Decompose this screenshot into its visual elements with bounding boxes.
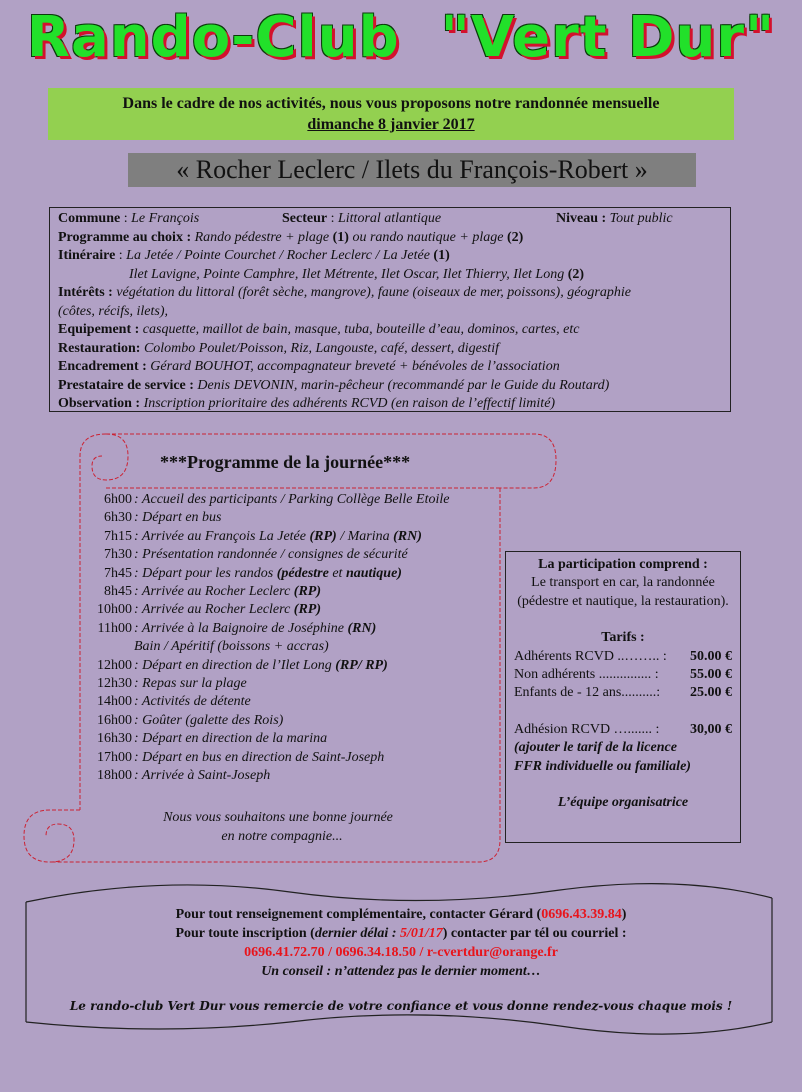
page-title: Rando-Club "Vert Dur" <box>26 5 776 70</box>
prestataire-value: Denis DEVONIN, marin-pêcheur (recommandé par le Guide du Routard) <box>197 377 610 393</box>
schedule-activity: : Départ pour les randos (pédestre et nautique) <box>134 565 402 581</box>
schedule-time: 14h00 <box>97 694 132 710</box>
phone-gerard[interactable]: 0696.43.39.84 <box>541 907 622 922</box>
schedule-activity: Bain / Apéritif (boissons + accras) <box>134 639 329 655</box>
schedule-time: 12h00 <box>97 657 132 673</box>
price-row: Non adhérents ............... : 55.00 € <box>514 667 732 683</box>
programme-marker-2: (2) <box>506 229 524 245</box>
observation-label: Observation : <box>58 396 141 411</box>
programme-value-1: Rando pédestre + plage <box>194 229 330 245</box>
programme-marker-1: (1) <box>332 229 349 245</box>
encadrement-label: Encadrement : <box>58 359 147 374</box>
itineraire-marker-1: (1) <box>433 248 450 263</box>
thanks-line: Le rando-club Vert Dur vous remercie de votre confiance et vous donne rendez-vous chaque mois ! <box>69 999 733 1013</box>
deadline-date: 5/01/17 <box>399 926 443 941</box>
intro-text: Dans le cadre de nos activités, nous vous proposons notre randonnée mensuelle <box>122 95 660 112</box>
closing-line-2: en notre compagnie... <box>221 829 343 844</box>
contact-line-2: Pour toute inscription (dernier délai : 5/01/17) contacter par tél ou courriel : <box>175 926 627 941</box>
schedule-activity: : Activités de détente <box>134 694 251 710</box>
info-row-itineraire: Itinéraire : La Jetée / Pointe Courchet / Rocher Leclerc / La Jetée (1) <box>58 248 450 263</box>
itineraire-label: Itinéraire <box>58 248 116 263</box>
schedule-activity: : Arrivée au François La Jetée (RP) / Marina (RN) <box>134 528 422 544</box>
interets-value-1: végétation du littoral (forêt sèche, mangrove), faune (oiseaux de mer, poissons), géographie <box>116 285 631 300</box>
encadrement-value: Gérard BOUHOT, accompagnateur breveté + bénévoles de l’association <box>150 359 560 374</box>
tarifs-label: Tarifs : <box>601 630 645 646</box>
closing-line-1: Nous vous souhaitons une bonne journée <box>163 810 393 825</box>
adhesion-row: Adhésion RCVD …....... : 30,00 € <box>514 721 732 737</box>
schedule-time: 6h00 <box>104 492 132 507</box>
schedule-activity: : Départ en bus en direction de Saint-Joseph <box>134 749 385 765</box>
schedule-time: 7h15 <box>104 528 132 544</box>
participation-desc: Le transport en car, la randonnée (pédestre et nautique, la restauration). <box>517 575 729 609</box>
commune-label: Commune <box>58 211 121 226</box>
contact-line-1: Pour tout renseignement complémentaire, contacter Gérard (0696.43.39.84) <box>175 907 627 922</box>
restauration-value: Colombo Poulet/Poisson, Riz, Langouste, café, dessert, digestif <box>143 340 499 356</box>
schedule-activity: : Départ en direction de l’Ilet Long (RP/ RP) <box>134 657 388 673</box>
email-link[interactable]: r-cvertdur@orange.fr <box>426 945 558 960</box>
secteur-value: Littoral atlantique <box>337 211 442 226</box>
schedule-time: 7h45 <box>104 565 132 581</box>
restauration-label: Restauration: <box>58 340 141 356</box>
prestataire-label: Prestataire de service : <box>58 377 194 393</box>
schedule-activity: : Goûter (galette des Rois) <box>134 712 284 728</box>
price-row: Enfants de - 12 ans..........: 25.00 € <box>514 685 732 701</box>
phone-3[interactable]: 0696.34.18.50 <box>335 945 416 960</box>
schedule-activity: : Arrivée au Rocher Leclerc (RP) <box>134 584 322 600</box>
interets-value-2: (côtes, récifs, ilets), <box>58 303 169 319</box>
programme-label: Programme au choix : <box>58 229 192 245</box>
schedule-time: 10h00 <box>97 602 132 618</box>
equipement-value: casquette, maillot de bain, masque, tuba, bouteille d’eau, dominos, cartes, etc <box>142 322 580 337</box>
contact-block <box>28 905 774 981</box>
price-row: Adhérents RCVD ..…….. : 50.00 € <box>514 648 732 664</box>
equipement-label: Equipement : <box>58 322 140 337</box>
advice-line: Un conseil : n’attendez pas le dernier moment… <box>261 964 541 979</box>
signature: L’équipe organisatrice <box>557 795 689 811</box>
schedule-activity: : Arrivée à Saint-Joseph <box>134 768 271 784</box>
programme-ou: ou rando nautique + plage <box>352 229 504 245</box>
schedule-time: 12h30 <box>97 676 132 692</box>
schedule-time: 6h30 <box>104 510 132 526</box>
schedule-activity: : Départ en bus <box>134 510 222 526</box>
schedule-activity: : Départ en direction de la marina <box>134 731 328 747</box>
schedule-time: 16h30 <box>97 731 132 747</box>
schedule-time: 8h45 <box>104 584 132 600</box>
info-row-commune: Commune : Le François Secteur : Littoral atlantique Niveau : Tout public <box>58 211 673 226</box>
observation-value: Inscription prioritaire des adhérents RCVD (en raison de l’effectif limité) <box>143 396 556 411</box>
itineraire-value-1: La Jetée / Pointe Courchet / Rocher Leclerc / La Jetée <box>126 248 430 263</box>
schedule-time: 17h00 <box>97 749 132 765</box>
schedule-time: 16h00 <box>97 712 132 728</box>
programme-title: ***Programme de la journée*** <box>160 452 411 472</box>
schedule-activity: : Repas sur la plage <box>134 676 247 692</box>
itineraire-value-2: Ilet Lavigne, Pointe Camphre, Ilet Métrente, Ilet Oscar, Ilet Thierry, Ilet Long <box>129 266 565 282</box>
itineraire-marker-2: (2) <box>567 266 585 282</box>
schedule-activity: : Arrivée à la Baignoire de Joséphine (RN) <box>134 620 377 636</box>
licence-note: (ajouter le tarif de la licence FFR individuelle ou familiale) <box>514 740 691 774</box>
schedule-activity: : Accueil des participants / Parking Collège Belle Etoile <box>134 492 450 507</box>
secteur-label: Secteur <box>282 211 328 226</box>
niveau-label: Niveau : <box>556 211 607 226</box>
schedule-activity: : Présentation randonnée / consignes de sécurité <box>134 547 408 563</box>
schedule-time: 7h30 <box>104 547 132 563</box>
phone-2[interactable]: 0696.41.72.70 <box>244 945 325 960</box>
event-date: dimanche 8 janvier 2017 <box>307 116 475 133</box>
interets-label: Intérêts : <box>58 285 113 300</box>
hike-subtitle: « Rocher Leclerc / Ilets du François-Robert » <box>128 153 696 187</box>
contact-line-3: 0696.41.72.70 / 0696.34.18.50 / r-cvertdur@orange.fr <box>244 945 558 960</box>
schedule-time: 18h00 <box>97 768 132 784</box>
commune-value: Le François <box>131 211 200 226</box>
niveau-value: Tout public <box>609 211 673 226</box>
schedule-activity: : Arrivée au Rocher Leclerc (RP) <box>134 602 322 618</box>
schedule-time: 11h00 <box>97 620 132 636</box>
participation-title: La participation comprend : <box>538 557 708 572</box>
